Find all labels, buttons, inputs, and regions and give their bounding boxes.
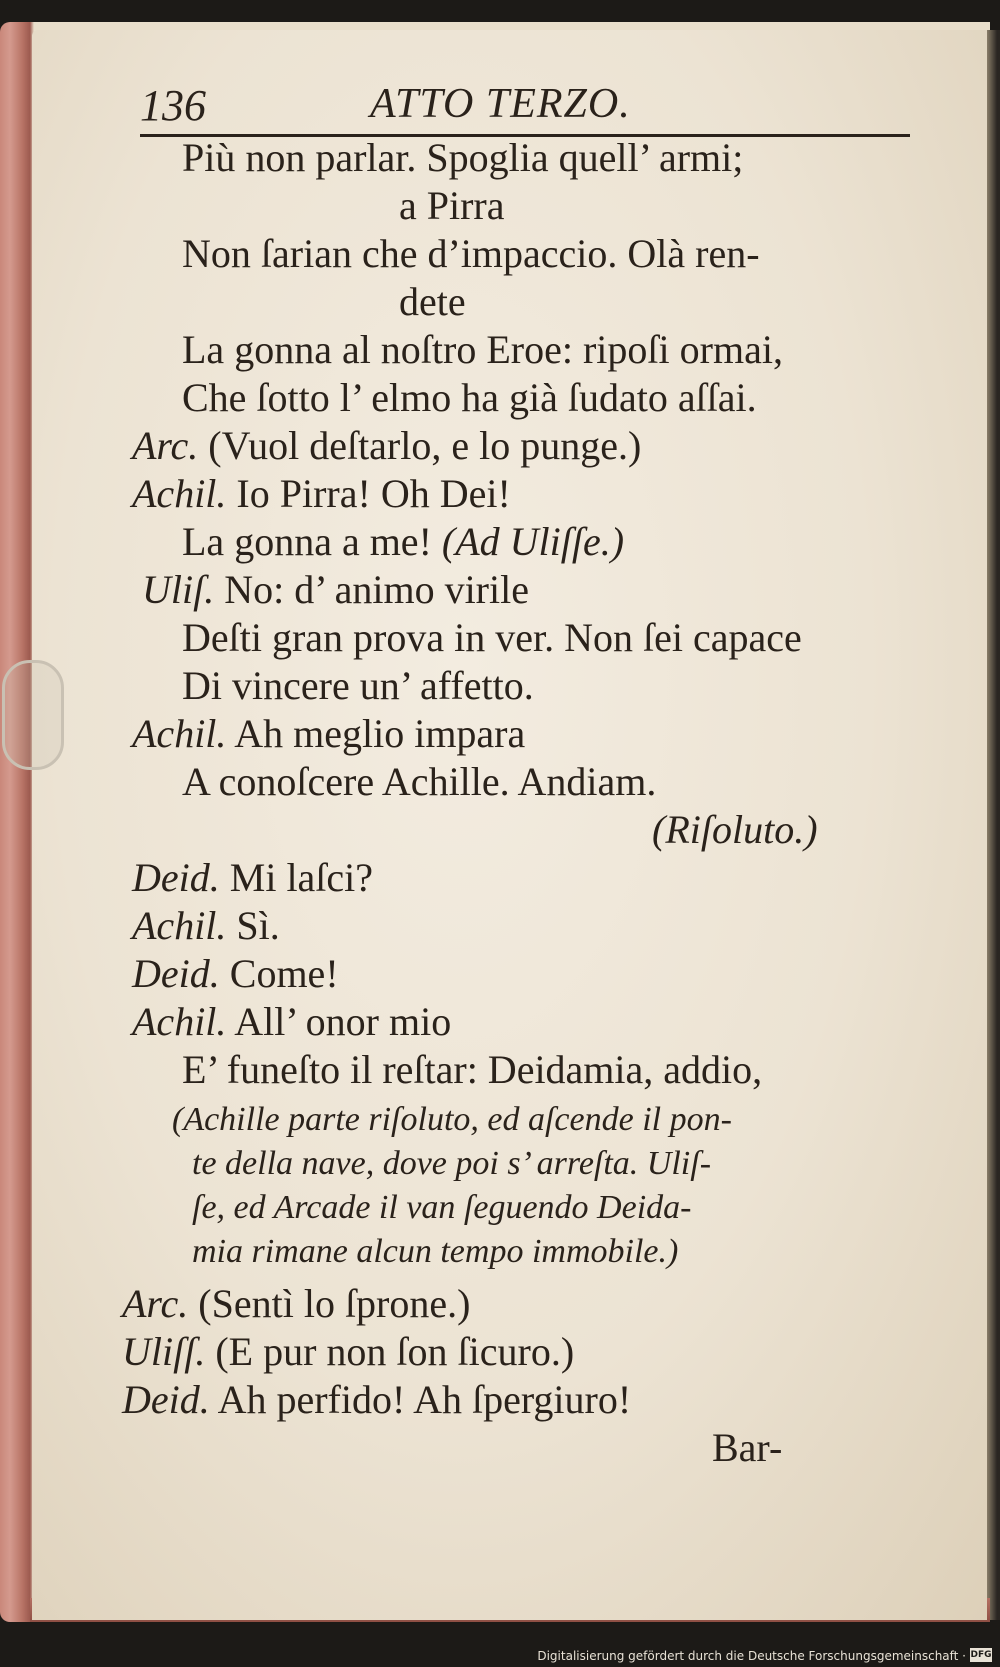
verse-line: a Pirra — [399, 183, 505, 228]
speaker-name: Arc. — [132, 423, 199, 468]
verse-line: Non ſarian che d’impaccio. Olà ren- — [182, 231, 760, 276]
speaker-name: Uliſſ. — [122, 1329, 206, 1374]
verse-line: La gonna al noſtro Eroe: ripoſi ormai, — [182, 327, 783, 372]
verse-line: A conoſcere Achille. Andiam. — [182, 759, 657, 804]
speaker-name: Deid. — [122, 1377, 210, 1422]
stage-direction-inline: (Riſoluto.) — [652, 807, 818, 852]
catchword: Bar- — [712, 1425, 783, 1470]
verse-line: Deſti gran prova in ver. Non ſei capace — [182, 615, 802, 660]
dialogue-line: Achil. Ah meglio impara — [132, 711, 526, 756]
page-number: 136 — [140, 81, 206, 130]
dialogue-line: Achil. Io Pirra! Oh Dei! — [132, 471, 511, 516]
dialogue-line: Deid. Come! — [132, 951, 339, 996]
dialogue-line: Arc. (Sentì lo ſprone.) — [122, 1281, 471, 1326]
speaker-name: Arc. — [122, 1281, 189, 1326]
dialogue-line: Achil. All’ onor mio — [132, 999, 452, 1044]
stage-direction: te della nave, dove poi s’ arreſta. Uliſ- — [192, 1145, 712, 1182]
dialogue-line: Uliſſ. (E pur non ſon ſicuro.) — [122, 1329, 575, 1374]
digitization-credit: Digitalisierung gefördert durch die Deutsche Forschungsgemeinschaft · — [537, 1649, 966, 1663]
dialogue-line: Arc. (Vuol deſtarlo, e lo punge.) — [132, 423, 642, 468]
dialogue-line: Achil. Sì. — [132, 903, 280, 948]
page-text — [32, 30, 987, 1620]
stage-direction: mia rimane alcun tempo immobile.) — [192, 1233, 679, 1270]
speaker-name: Deid. — [132, 855, 220, 900]
dfg-logo-icon: DFG — [970, 1650, 992, 1660]
speaker-name: Deid. — [132, 951, 220, 996]
verse-line: E’ funeſto il reſtar: Deidamia, addio, — [182, 1047, 763, 1092]
speaker-name: Achil. — [132, 903, 227, 948]
speaker-name: Achil. — [132, 711, 227, 756]
verse-line: dete — [399, 279, 466, 324]
stage-direction: ſe, ed Arcade il van ſeguendo Deida- — [192, 1189, 692, 1226]
verse-line: Di vincere un’ affetto. — [182, 663, 534, 708]
dialogue-line: La gonna a me! (Ad Uliſſe.) — [182, 519, 625, 564]
stage-direction: (Achille parte riſoluto, ed aſcende il pon- — [172, 1101, 732, 1138]
dialogue-line: Deid. Mi laſci? — [132, 855, 374, 900]
book-clasp — [2, 660, 64, 770]
stage-direction-inline: (Ad Uliſſe.) — [441, 519, 625, 564]
running-title: ATTO TERZO. — [370, 81, 631, 127]
verse-line: Che ſotto l’ elmo ha già ſudato aſſai. — [182, 375, 757, 420]
speaker-name: Achil. — [132, 471, 227, 516]
book-page — [32, 30, 987, 1620]
speaker-name: Uliſ. — [142, 567, 215, 612]
speaker-name: Achil. — [132, 999, 227, 1044]
dialogue-line: Uliſ. No: d’ animo virile — [142, 567, 529, 612]
dialogue-line: Deid. Ah perfido! Ah ſpergiuro! — [122, 1377, 632, 1422]
verse-line: Più non parlar. Spoglia quell’ armi; — [182, 135, 744, 180]
